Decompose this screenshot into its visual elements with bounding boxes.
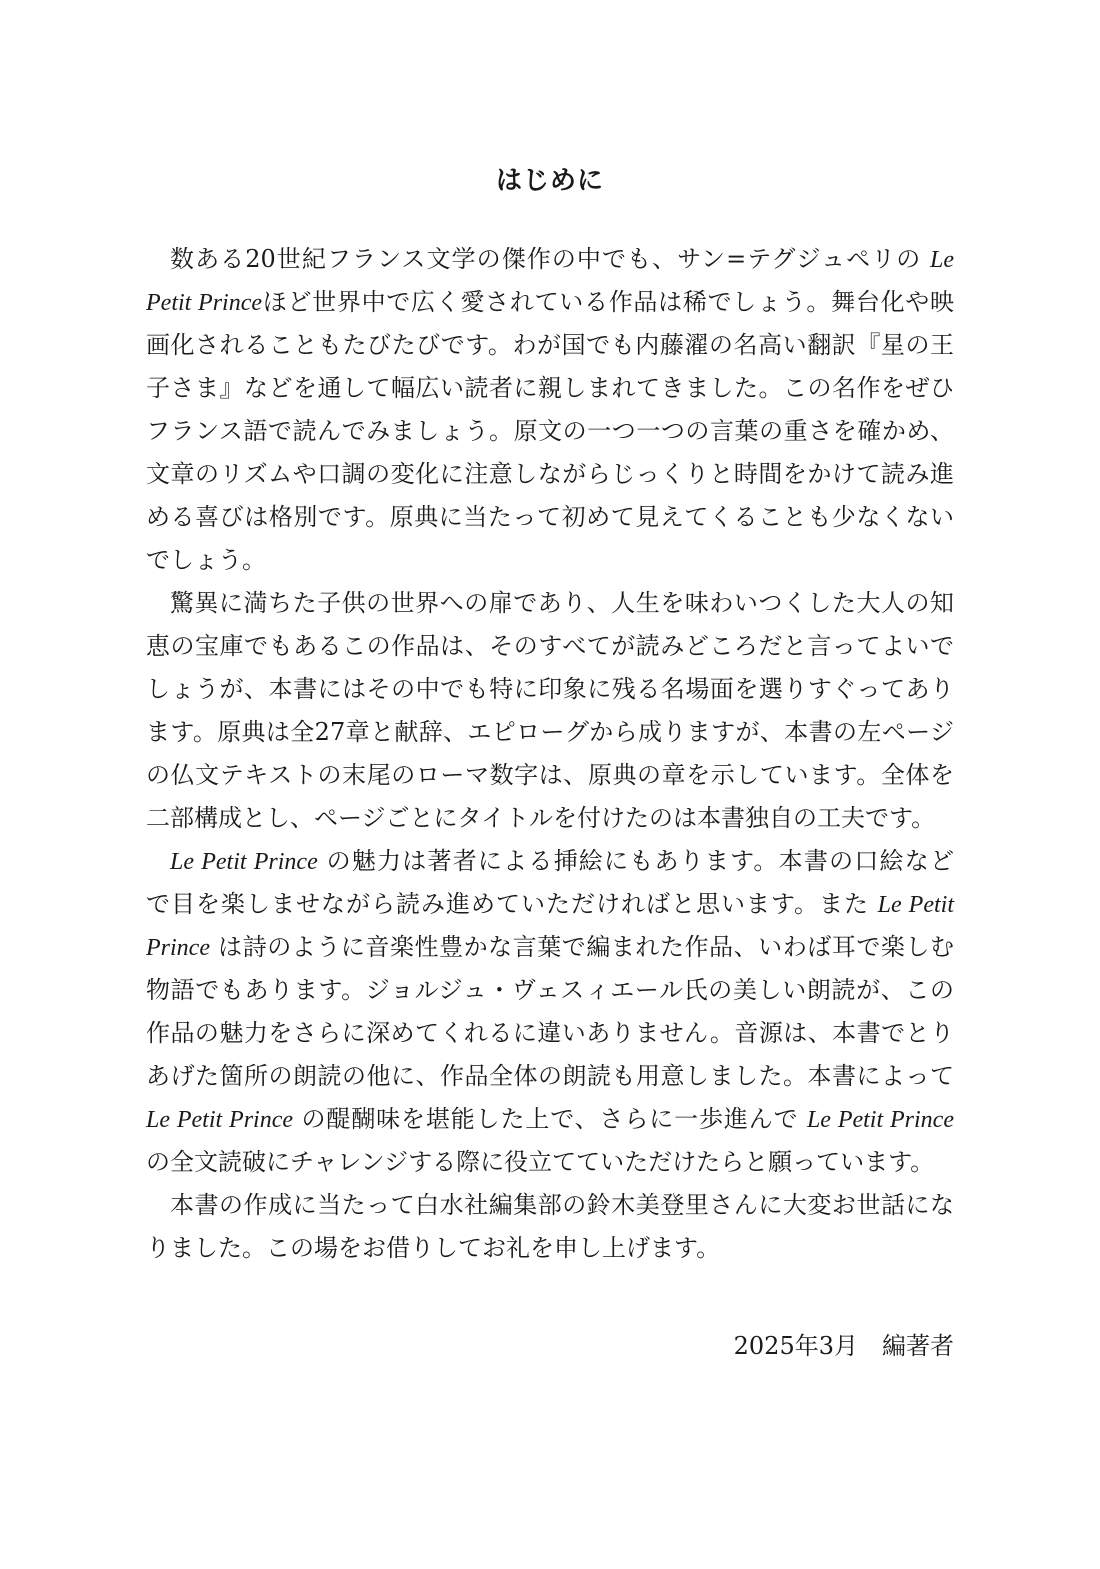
preface-body — [146, 238, 954, 1270]
text-line — [146, 324, 954, 367]
text-line — [146, 453, 954, 496]
text-line — [146, 281, 954, 324]
text-segment: は詩のように音楽性豊かな言葉で編まれた作品、いわば耳で楽しむ — [209, 933, 954, 961]
italic-title: Le Petit Prince — [170, 849, 318, 875]
text-segment: で目を楽しませながら読み進めていただければと思います。また — [146, 890, 878, 918]
text-segment: 文章のリズムや口調の変化に注意しながらじっくりと時間をかけて読み進 — [146, 460, 954, 488]
text-line — [146, 496, 954, 539]
text-segment: しょうが、本書にはその中でも特に印象に残る名場面を選りすぐってあり — [146, 675, 954, 703]
text-line — [146, 238, 954, 281]
text-line — [146, 883, 954, 926]
text-segment: 驚異に満ちた子供の世界への扉であり、人生を味わいつくした大人の知 — [170, 589, 954, 617]
text-segment: ます。原典は全27章と献辞、エピローグから成りますが、本書の左ページ — [146, 718, 954, 746]
text-line — [146, 1098, 954, 1141]
text-line — [146, 1184, 954, 1227]
text-line — [146, 582, 954, 625]
text-line — [146, 410, 954, 453]
text-segment: あげた箇所の朗読の他に、作品全体の朗読も用意しました。本書によって — [146, 1062, 954, 1090]
text-segment: りました。この場をお借りしてお礼を申し上げます。 — [146, 1234, 721, 1262]
text-segment: 数ある20世紀フランス文学の傑作の中でも、サン=テグジュペリの — [170, 245, 930, 273]
italic-title: Petit Prince — [146, 290, 263, 316]
text-line — [146, 539, 954, 582]
text-line — [146, 797, 954, 840]
text-segment: でしょう。 — [146, 546, 266, 574]
text-line — [146, 754, 954, 797]
signoff-date: 2025年3月 — [733, 1332, 858, 1360]
text-segment: 恵の宝庫でもあるこの作品は、そのすべてが読みどころだと言ってよいで — [146, 632, 954, 660]
text-line — [146, 926, 954, 969]
text-line — [146, 625, 954, 668]
italic-title: Le Petit Prince — [806, 1107, 954, 1133]
page-title: はじめに — [495, 166, 604, 196]
text-segment: 作品の魅力をさらに深めてくれるに違いありません。音源は、本書でとり — [146, 1019, 954, 1047]
text-segment: の全文読破にチャレンジする際に役立てていただけたらと願っています。 — [146, 1148, 935, 1176]
text-segment: の魅力は著者による挿絵にもあります。本書の口絵など — [317, 847, 954, 875]
text-segment: の仏文テキストの末尾のローマ数字は、原典の章を示しています。全体を — [146, 761, 954, 789]
text-segment: フランス語で読んでみましょう。原文の一つ一つの言葉の重さを確かめ、 — [146, 417, 954, 445]
text-segment: 子さま』などを通して幅広い読者に親しまれてきました。この名作をぜひ — [146, 374, 954, 402]
italic-title: Le Petit — [877, 892, 954, 918]
text-segment: 本書の作成に当たって白水社編集部の鈴木美登里さんに大変お世話にな — [170, 1191, 954, 1219]
italic-title: Prince — [146, 935, 210, 961]
text-line — [146, 1055, 954, 1098]
italic-title: Le Petit Prince — [146, 1107, 294, 1133]
text-line — [146, 969, 954, 1012]
signoff-author: 編著者 — [882, 1332, 954, 1360]
text-line — [146, 367, 954, 410]
text-segment: ほど世界中で広く愛されている作品は稀でしょう。舞台化や映 — [262, 288, 955, 316]
text-segment: 二部構成とし、ページごとにタイトルを付けたのは本書独自の工夫です。 — [146, 804, 936, 832]
text-line — [146, 668, 954, 711]
text-line — [146, 1012, 954, 1055]
text-line — [146, 840, 954, 883]
text-segment: 物語でもあります。ジョルジュ・ヴェスィエール氏の美しい朗読が、この — [146, 976, 954, 1004]
text-line — [146, 1227, 954, 1270]
text-line — [146, 711, 954, 754]
text-segment: める喜びは格別です。原典に当たって初めて見えてくることも少なくない — [146, 503, 954, 531]
signoff — [734, 1325, 954, 1368]
italic-title: Le — [930, 247, 954, 273]
text-segment: の醍醐味を堪能した上で、さらに一歩進んで — [293, 1105, 807, 1133]
text-segment: 画化されることもたびたびです。わが国でも内藤濯の名高い翻訳『星の王 — [146, 331, 954, 359]
text-line — [146, 1141, 954, 1184]
